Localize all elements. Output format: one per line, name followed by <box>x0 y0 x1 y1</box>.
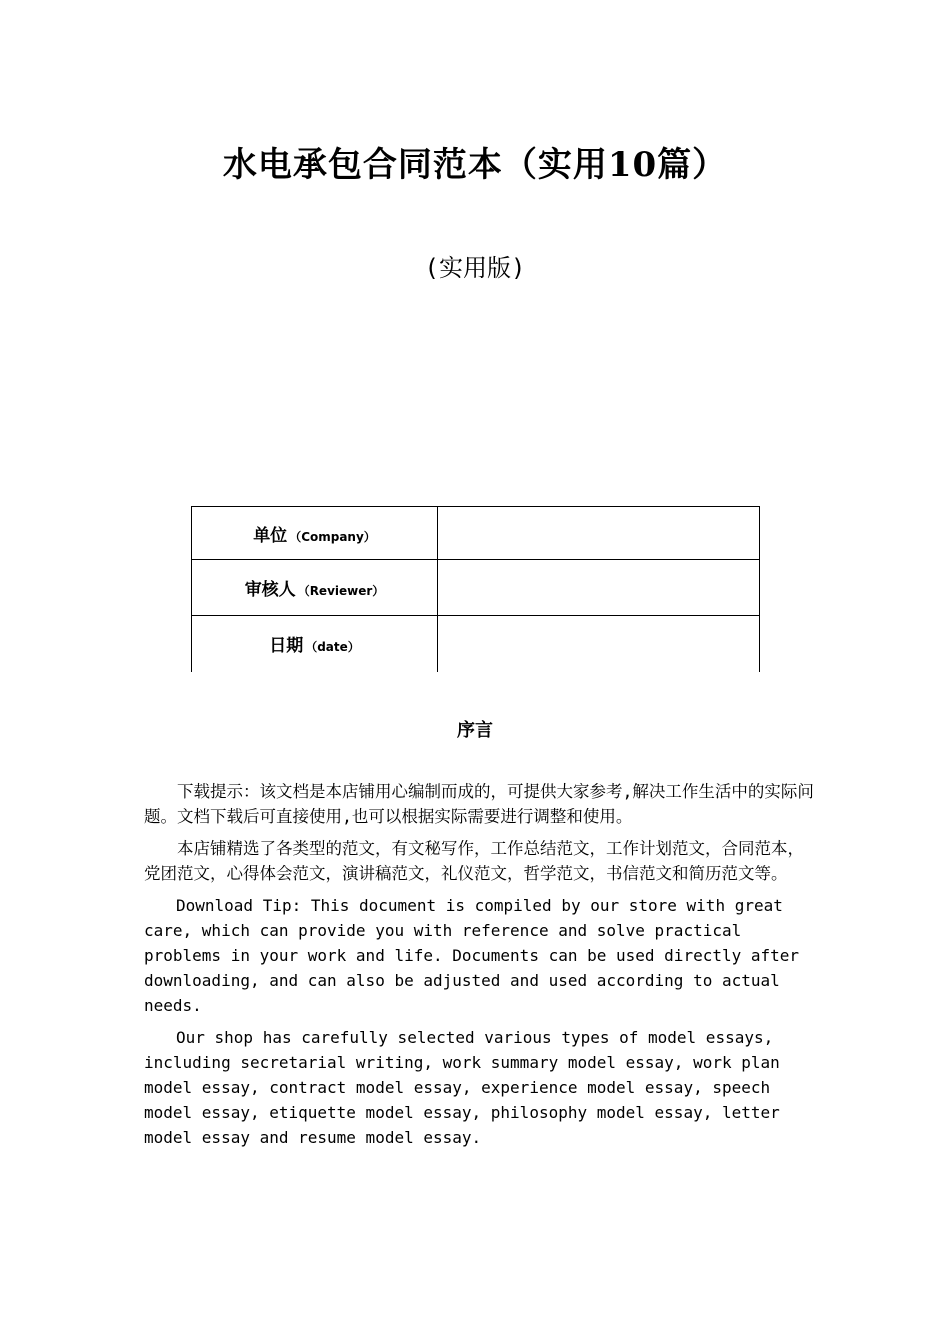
preface-paragraph: 下载提示：该文档是本店铺用心编制而成的，可提供大家参考,解决工作生活中的实际问题。文档下载后可直接使用,也可以根据实际需要进行调整和使用。 <box>144 782 814 826</box>
table-row-date <box>192 616 760 672</box>
preface-body <box>144 779 816 1157</box>
company-label-cell <box>192 507 438 560</box>
reviewer-label-en: （Reviewer） <box>297 584 385 598</box>
company-label-en: （Company） <box>289 529 376 544</box>
company-value[interactable] <box>438 507 760 560</box>
reviewer-label-cell <box>192 560 438 616</box>
document-subtitle: (实用版) <box>424 254 526 282</box>
table-row-reviewer <box>192 560 760 616</box>
reviewer-value[interactable] <box>438 560 760 616</box>
table-row-company <box>192 507 760 560</box>
info-table <box>191 506 760 672</box>
company-label: 单位 <box>253 525 288 546</box>
date-label-cell <box>192 616 438 672</box>
preface-heading: 序言 <box>457 720 493 741</box>
preface-paragraph: Our shop has carefully selected various types of model essays, including secretarial writing, work summary model essay, work plan model essay, contract model essay, experience model essay, speech model essay, etiquette model essay, philosophy model essay, letter model essay and resume model essay. <box>144 1028 780 1147</box>
preface-paragraph: 本店铺精选了各类型的范文，有文秘写作，工作总结范文，工作计划范文，合同范本，党团范文，心得体会范文，演讲稿范文，礼仪范文，哲学范文，书信范文和简历范文等。 <box>144 839 804 883</box>
date-label-en: （date） <box>305 640 360 655</box>
document-title: 水电承包合同范本（实用10篇） <box>222 145 728 185</box>
date-label: 日期 <box>269 636 304 657</box>
preface-paragraph: Download Tip: This document is compiled by our store with great care, which can provide you with reference and solve practical problems in your work and life. Documents can be used directly after downloading, and can also be adjusted and used according to actual needs. <box>144 896 800 1015</box>
date-value[interactable] <box>438 616 760 672</box>
reviewer-label: 审核人 <box>244 580 296 600</box>
